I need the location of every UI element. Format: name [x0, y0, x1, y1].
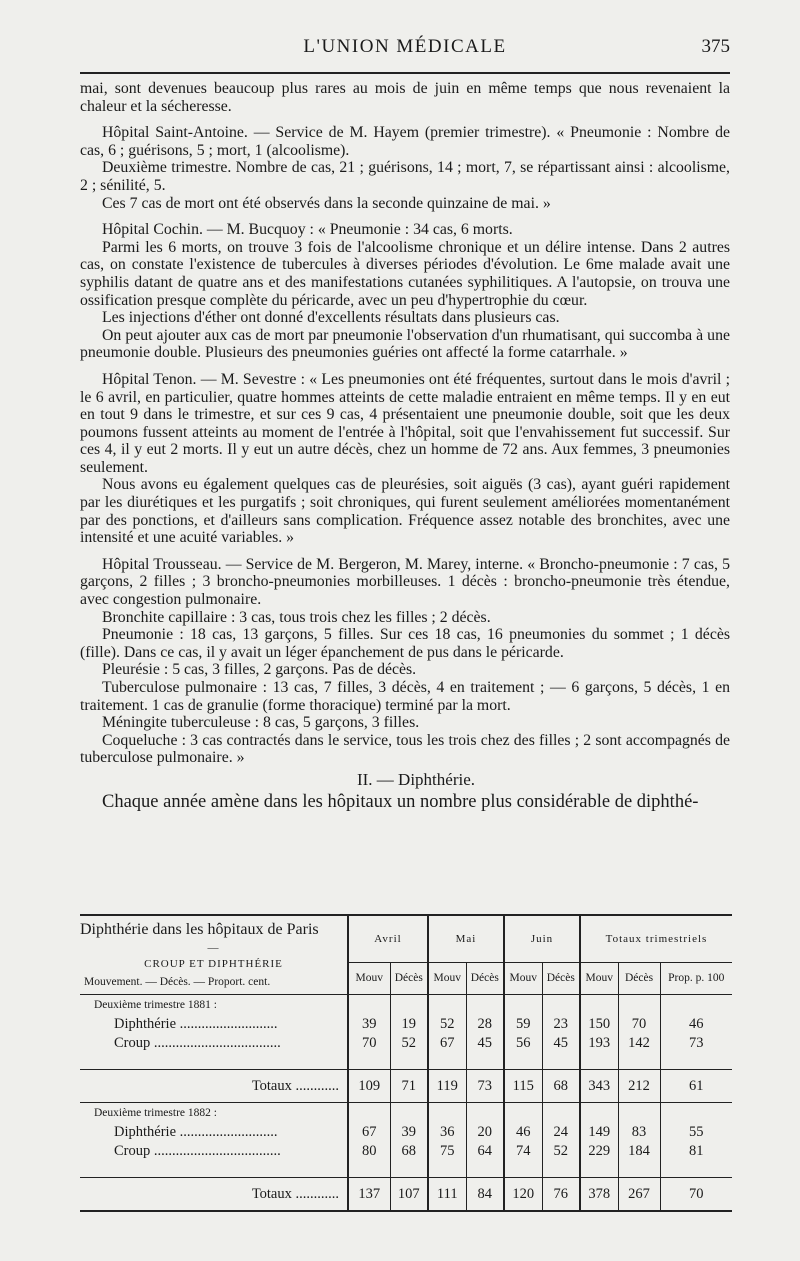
empty-cell [428, 1161, 466, 1178]
table-cell: 39 [348, 1015, 390, 1034]
total-cell: 84 [466, 1178, 504, 1212]
table-cell: 64 [466, 1142, 504, 1161]
diphtheria-table [80, 914, 732, 1212]
empty-cell [466, 1161, 504, 1178]
total-cell: 111 [428, 1178, 466, 1212]
table-cell: 150 [580, 1015, 618, 1034]
empty-cell [618, 995, 660, 1016]
empty-cell [348, 1053, 390, 1070]
paragraph: On peut ajouter aux cas de mort par pneumonie l'observation d'un rhumatisant, qui succomba à une pneumonie double. Plusieurs des pneumonies guéries ont affecté la forme catarrhale. » [80, 326, 730, 362]
column-subheader: Mouv [504, 962, 542, 994]
empty-cell [348, 1161, 390, 1178]
empty-cell [542, 1103, 580, 1124]
table-cell: 70 [618, 1015, 660, 1034]
empty-cell [428, 1103, 466, 1124]
table-cell: 36 [428, 1123, 466, 1142]
empty-cell [542, 995, 580, 1016]
table-cell: 73 [660, 1034, 732, 1053]
empty-cell [660, 1161, 732, 1178]
paragraph: Tuberculose pulmonaire : 13 cas, 7 filles, 3 décès, 4 en traitement ; — 6 garçons, 5 décès, 1 en traitement. 1 cas de granulie (forme thoracique) terminé par la mort. [80, 679, 730, 714]
table-cell: 45 [466, 1034, 504, 1053]
total-cell: 76 [542, 1178, 580, 1212]
table-cell: 56 [504, 1034, 542, 1053]
empty-cell [660, 1053, 732, 1070]
paragraph: Hôpital Cochin. — M. Bucquoy : « Pneumonie : 34 cas, 6 morts. [102, 221, 513, 239]
total-label: Totaux ............ [80, 1070, 348, 1103]
section-heading: II. — Diphthérie. [356, 769, 476, 789]
row-label: Croup ................................... [114, 1143, 281, 1159]
table-cell: 70 [348, 1034, 390, 1053]
table-cell: 83 [618, 1123, 660, 1142]
table-row [80, 1015, 732, 1034]
table-cell: 75 [428, 1142, 466, 1161]
table-cell: 28 [466, 1015, 504, 1034]
column-subheader: Décès [466, 962, 504, 994]
paragraph: Hôpital Saint-Antoine. — Service de M. Hayem (premier trimestre). « Pneumonie : Nombre de cas, 6 ; guérisons, 5 ; mort, 1 (alcoolisme). [80, 124, 730, 159]
section-title: Deuxième trimestre 1881 : [80, 995, 348, 1016]
empty-cell [390, 1161, 428, 1178]
table-cell: 229 [580, 1142, 618, 1161]
table-cell: 52 [428, 1015, 466, 1034]
table-caption-note: Mouvement. — Décès. — Proport. cent. [84, 976, 271, 988]
empty-cell [466, 995, 504, 1016]
total-cell: 343 [580, 1070, 618, 1103]
empty-cell [504, 995, 542, 1016]
empty-cell [580, 1161, 618, 1178]
total-cell: 73 [466, 1070, 504, 1103]
empty-cell [390, 995, 428, 1016]
row-label: Croup ................................... [114, 1035, 281, 1051]
row-label: Diphthérie ........................... [114, 1124, 278, 1140]
empty-cell [504, 1161, 542, 1178]
total-cell: 107 [390, 1178, 428, 1212]
empty-cell [390, 1053, 428, 1070]
empty-cell [618, 1053, 660, 1070]
empty-cell [504, 1053, 542, 1070]
row-label: Diphthérie ........................... [114, 1016, 278, 1032]
total-row [80, 1178, 732, 1212]
section-title: Deuxième trimestre 1882 : [80, 1103, 348, 1124]
paragraph-gap [80, 115, 730, 124]
table-row [80, 1142, 732, 1161]
paragraph: Coqueluche : 3 cas contractés dans le service, tous les trois chez des filles ; 2 sont accompagnés de tuberculose pulmonaire. » [80, 731, 730, 767]
total-cell: 120 [504, 1178, 542, 1212]
total-cell: 71 [390, 1070, 428, 1103]
empty-cell [580, 1103, 618, 1124]
total-cell: 137 [348, 1178, 390, 1212]
table-cell: 19 [390, 1015, 428, 1034]
table-cell: 20 [466, 1123, 504, 1142]
column-subheader: Mouv [348, 962, 390, 994]
table-cell: 67 [428, 1034, 466, 1053]
table-cell: 74 [504, 1142, 542, 1161]
table-cell: 52 [390, 1034, 428, 1053]
table-cell: 23 [542, 1015, 580, 1034]
statistics-table [80, 914, 732, 1212]
column-subheader: Mouv [428, 962, 466, 994]
total-row [80, 1070, 732, 1103]
table-caption-cell [80, 915, 348, 995]
table-cell: 46 [504, 1123, 542, 1142]
table-cell: 24 [542, 1123, 580, 1142]
table-caption-dash: — [207, 942, 220, 954]
paragraph: mai, sont devenues beaucoup plus rares au mois de juin en même temps que nous revenaient la chaleur et la sécheresse. [80, 80, 730, 115]
paragraph-gap [80, 212, 730, 221]
column-group-header: Mai [428, 915, 504, 962]
table-caption-sub: CROUP ET DIPHTHÉRIE [144, 958, 283, 970]
spacer-cell [80, 1053, 348, 1070]
column-subheader: Mouv [580, 962, 618, 994]
table-cell: 55 [660, 1123, 732, 1142]
article-body [80, 80, 730, 813]
paragraph: Bronchite capillaire : 3 cas, tous trois chez les filles ; 2 décès. [102, 608, 491, 626]
total-cell: 378 [580, 1178, 618, 1212]
column-group-header: Juin [504, 915, 580, 962]
table-cell: 46 [660, 1015, 732, 1034]
table-cell: 45 [542, 1034, 580, 1053]
empty-cell [428, 995, 466, 1016]
column-subheader: Décès [390, 962, 428, 994]
empty-cell [618, 1103, 660, 1124]
total-cell: 70 [660, 1178, 732, 1212]
lead-line: Chaque année amène dans les hôpitaux un nombre plus considérable de diphthé- [102, 791, 699, 812]
spacer-cell [80, 1161, 348, 1178]
empty-cell [660, 1103, 732, 1124]
table-cell: 184 [618, 1142, 660, 1161]
table-row [80, 1034, 732, 1053]
table-cell: 67 [348, 1123, 390, 1142]
paragraph: Méningite tuberculeuse : 8 cas, 5 garçons, 3 filles. [102, 714, 420, 732]
total-cell: 267 [618, 1178, 660, 1212]
column-subheader: Décès [542, 962, 580, 994]
empty-cell [466, 1103, 504, 1124]
table-cell: 68 [390, 1142, 428, 1161]
paragraph: Hôpital Trousseau. — Service de M. Bergeron, M. Marey, interne. « Broncho-pneumonie : 7 cas, 5 garçons, 2 filles ; 3 broncho-pneumonies morbilleuses. 1 décès : broncho-pneumonie très étendue, avec congestion pulmonaire. [80, 555, 730, 609]
paragraph: Nous avons eu également quelques cas de pleurésies, soit aiguës (3 cas), ayant guéri rapidement par les diurétiques et les purgatifs ; soit chroniques, qui furent seulement améliorées momentanément par des ponctions, et d'ailleurs sans complication. Fréquence assez notable des bronchites, avec une intensité et une acuité variables. » [80, 476, 730, 547]
header-rule [80, 72, 730, 74]
empty-cell [348, 1103, 390, 1124]
paragraph: Ces 7 cas de mort ont été observés dans la seconde quinzaine de mai. » [102, 194, 551, 212]
page-number: 375 [701, 36, 730, 57]
empty-cell [466, 1053, 504, 1070]
total-cell: 61 [660, 1070, 732, 1103]
table-cell: 80 [348, 1142, 390, 1161]
paragraph: Parmi les 6 morts, on trouve 3 fois de l'alcoolisme chronique et un délire intense. Dans 2 autres cas, on constate l'existence de tubercules à diverses périodes d'évolution. Le 6me malade avait une syphilis datant de quatre ans et des manifestations cutanées syphilitiques. A l'autopsie, on trouva une ossification presque complète du péricarde, avec un peu d'hypertrophie du cœur. [80, 238, 730, 309]
empty-cell [348, 995, 390, 1016]
column-group-header: Avril [348, 915, 428, 962]
table-cell: 81 [660, 1142, 732, 1161]
paragraph-gap [80, 362, 730, 371]
table-cell: 193 [580, 1034, 618, 1053]
paragraph-gap [80, 547, 730, 556]
column-group-header: Totaux trimestriels [580, 915, 732, 962]
table-cell: 142 [618, 1034, 660, 1053]
empty-cell [618, 1161, 660, 1178]
paragraph: Deuxième trimestre. Nombre de cas, 21 ; guérisons, 14 ; mort, 7, se répartissant ainsi : alcoolisme, 2 ; sénilité, 5. [80, 159, 730, 194]
table-cell: 149 [580, 1123, 618, 1142]
running-header [80, 34, 730, 64]
total-label: Totaux ............ [80, 1178, 348, 1212]
paragraph: Pleurésie : 5 cas, 3 filles, 2 garçons. Pas de décès. [102, 661, 417, 679]
empty-cell [660, 995, 732, 1016]
empty-cell [542, 1053, 580, 1070]
journal-title: L'UNION MÉDICALE [303, 36, 507, 57]
total-cell: 109 [348, 1070, 390, 1103]
table-cell: 52 [542, 1142, 580, 1161]
empty-cell [542, 1161, 580, 1178]
table-cell: 59 [504, 1015, 542, 1034]
empty-cell [580, 1053, 618, 1070]
paragraph: Hôpital Tenon. — M. Sevestre : « Les pneumonies ont été fréquentes, surtout dans le mois d'avril ; le 6 avril, en particulier, quatre hommes atteints de cette maladie entraient en même temps. Il y en eut en tout 9 dans le trimestre, et sur ces 9 cas, 4 présentaient une pneumonie double, soit que les deux poumons fussent atteints au moment de l'entrée à l'hôpital, soit que l'envahissement fut successif. Sur ces 4, il y eut 2 morts. Il y eut un autre décès, chez un homme de 72 ans. Aux femmes, 3 pneumonies seulement. [80, 370, 730, 476]
table-caption: Diphthérie dans les hôpitaux de Paris [80, 921, 319, 938]
empty-cell [428, 1053, 466, 1070]
table-cell: 39 [390, 1123, 428, 1142]
total-cell: 119 [428, 1070, 466, 1103]
paragraph: Les injections d'éther ont donné d'excellents résultats dans plusieurs cas. [102, 309, 560, 327]
total-cell: 212 [618, 1070, 660, 1103]
empty-cell [390, 1103, 428, 1124]
table-row [80, 1123, 732, 1142]
column-subheader: Décès [618, 962, 660, 994]
empty-cell [580, 995, 618, 1016]
paragraph: Pneumonie : 18 cas, 13 garçons, 5 filles. Sur ces 18 cas, 16 pneumonies du sommet ; 1 décès (fille). Dans ce cas, il y avait un léger épanchement de pus dans le péricarde. [80, 626, 730, 661]
total-cell: 68 [542, 1070, 580, 1103]
column-subheader: Prop. p. 100 [660, 962, 732, 994]
total-cell: 115 [504, 1070, 542, 1103]
empty-cell [504, 1103, 542, 1124]
